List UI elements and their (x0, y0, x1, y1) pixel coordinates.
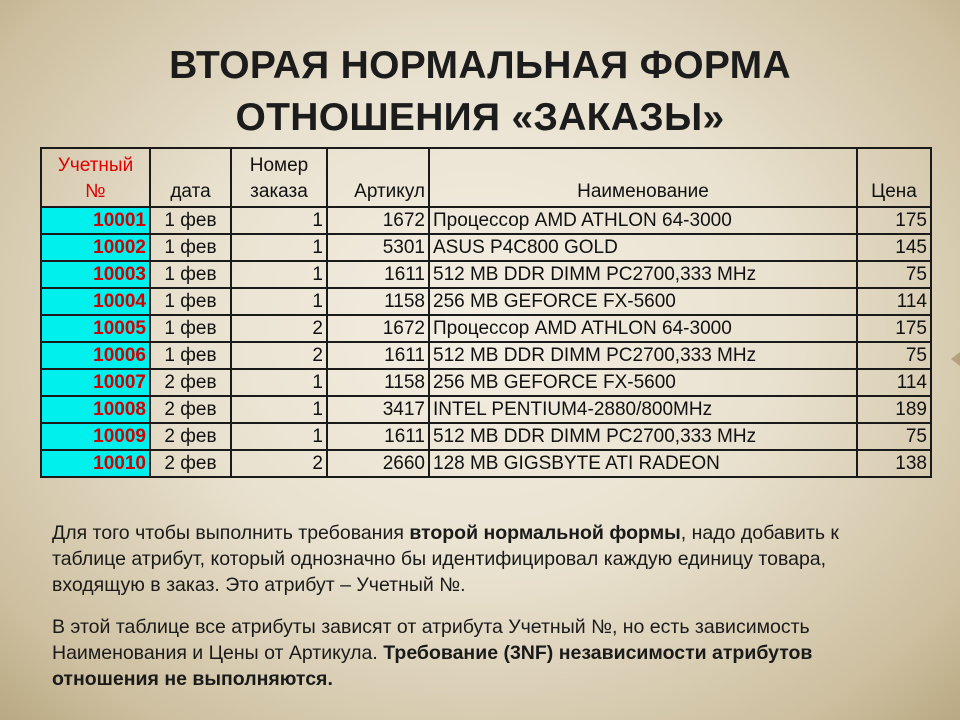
cell-date: 1 фев (150, 315, 231, 342)
slide-title-line2: ОТНОШЕНИЯ «ЗАКАЗЫ» (235, 96, 725, 139)
table-row (41, 369, 931, 396)
header-order (231, 148, 327, 207)
cell-article: 1611 (327, 261, 429, 288)
cell-name: ASUS P4C800 GOLD (429, 234, 857, 261)
cell-name: 512 MB DDR DIMM PC2700,333 MHz (429, 342, 857, 369)
cell-id: 10007 (41, 369, 150, 396)
header-article: Артикул (327, 148, 429, 207)
table-row (41, 450, 931, 477)
cell-date: 2 фев (150, 423, 231, 450)
cell-article: 5301 (327, 234, 429, 261)
header-id-line1: Учетный (57, 155, 134, 176)
next-slide-arrow-icon[interactable] (951, 352, 960, 366)
header-order-line2: заказа (250, 181, 308, 202)
cell-id: 10004 (41, 288, 150, 315)
cell-id: 10008 (41, 396, 150, 423)
orders-table (40, 147, 932, 478)
cell-article: 1158 (327, 369, 429, 396)
header-order-line1: Номер (249, 155, 309, 176)
cell-date: 1 фев (150, 288, 231, 315)
table-header-row (41, 148, 931, 207)
p2-text-bold: Требование (3NF) независимости атрибутов отношения не выполняются. (52, 642, 813, 690)
cell-date: 1 фев (150, 207, 231, 234)
cell-date: 1 фев (150, 234, 231, 261)
cell-order: 1 (231, 369, 327, 396)
cell-order: 1 (231, 207, 327, 234)
cell-article: 2660 (327, 450, 429, 477)
cell-order: 2 (231, 342, 327, 369)
cell-price: 114 (857, 369, 931, 396)
explanation-paragraph-1 (52, 520, 912, 598)
cell-price: 175 (857, 207, 931, 234)
table-row (41, 315, 931, 342)
cell-name: 256 MB GEFORCE FX-5600 (429, 288, 857, 315)
slide-title (0, 40, 960, 144)
slide-title-line1: ВТОРАЯ НОРМАЛЬНАЯ ФОРМА (169, 44, 791, 87)
table-row (41, 207, 931, 234)
p1-text-before: Для того чтобы выполнить требования (52, 522, 410, 544)
cell-price: 75 (857, 423, 931, 450)
p2-text-before: В этой таблице все атрибуты зависят от атрибута Учетный №, но есть зависимость Наименования и Цены от Артикула. (52, 616, 810, 664)
cell-article: 1672 (327, 207, 429, 234)
cell-id: 10006 (41, 342, 150, 369)
cell-id: 10010 (41, 450, 150, 477)
cell-order: 2 (231, 450, 327, 477)
cell-order: 1 (231, 288, 327, 315)
cell-date: 1 фев (150, 342, 231, 369)
cell-price: 75 (857, 342, 931, 369)
cell-id: 10001 (41, 207, 150, 234)
header-name: Наименование (429, 148, 857, 207)
cell-order: 1 (231, 423, 327, 450)
cell-id: 10005 (41, 315, 150, 342)
table-row (41, 396, 931, 423)
p1-text-after: , надо добавить к таблице атрибут, который однозначно бы идентифицировал каждую единицу товара, входящую в заказ. Это атрибут – Учетный №. (52, 522, 839, 596)
cell-date: 1 фев (150, 261, 231, 288)
cell-id: 10002 (41, 234, 150, 261)
cell-price: 145 (857, 234, 931, 261)
cell-id: 10009 (41, 423, 150, 450)
cell-price: 114 (857, 288, 931, 315)
table-row (41, 288, 931, 315)
cell-article: 1611 (327, 423, 429, 450)
cell-name: 512 MB DDR DIMM PC2700,333 MHz (429, 261, 857, 288)
cell-article: 3417 (327, 396, 429, 423)
cell-order: 1 (231, 396, 327, 423)
cell-name: 256 MB GEFORCE FX-5600 (429, 369, 857, 396)
cell-name: Процессор AMD ATHLON 64-3000 (429, 315, 857, 342)
cell-order: 1 (231, 261, 327, 288)
cell-date: 2 фев (150, 369, 231, 396)
cell-price: 138 (857, 450, 931, 477)
cell-name: 512 MB DDR DIMM PC2700,333 MHz (429, 423, 857, 450)
table-row (41, 342, 931, 369)
header-price: Цена (857, 148, 931, 207)
cell-order: 2 (231, 315, 327, 342)
cell-name: Процессор AMD ATHLON 64-3000 (429, 207, 857, 234)
cell-price: 175 (857, 315, 931, 342)
cell-order: 1 (231, 234, 327, 261)
header-id (41, 148, 150, 207)
cell-name: INTEL PENTIUM4-2880/800MHz (429, 396, 857, 423)
table-row (41, 234, 931, 261)
explanation-paragraph-2 (52, 614, 912, 692)
cell-id: 10003 (41, 261, 150, 288)
table-row (41, 261, 931, 288)
header-date: дата (150, 148, 231, 207)
header-id-line2: № (85, 181, 106, 202)
cell-article: 1158 (327, 288, 429, 315)
cell-price: 189 (857, 396, 931, 423)
p1-text-bold: второй нормальной формы (409, 522, 681, 544)
cell-name: 128 MB GIGSBYTE ATI RADEON (429, 450, 857, 477)
cell-article: 1611 (327, 342, 429, 369)
cell-price: 75 (857, 261, 931, 288)
cell-date: 2 фев (150, 450, 231, 477)
cell-date: 2 фев (150, 396, 231, 423)
cell-article: 1672 (327, 315, 429, 342)
table-row (41, 423, 931, 450)
